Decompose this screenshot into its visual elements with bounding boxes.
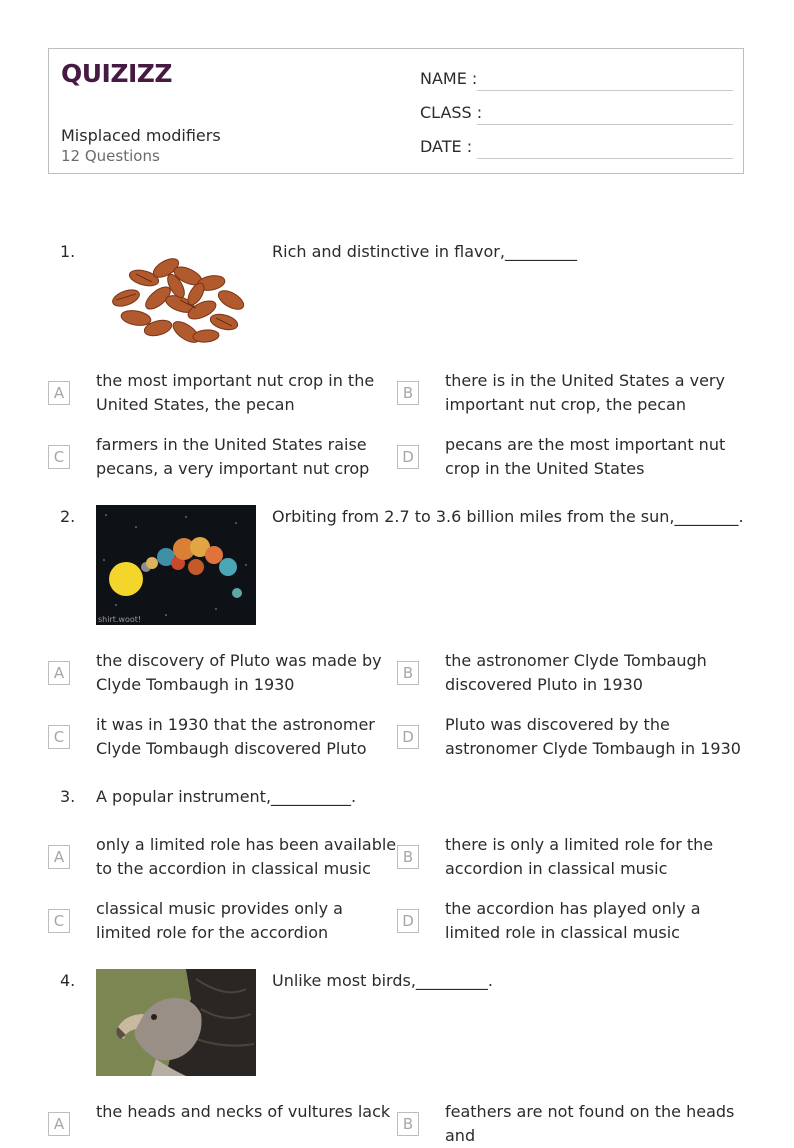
option-a-box[interactable]: A <box>48 661 70 685</box>
option-c-box[interactable]: C <box>48 445 70 469</box>
pecans-image <box>96 238 256 348</box>
question-number: 2. <box>60 507 76 526</box>
date-label: DATE : <box>420 137 473 156</box>
option-d-text: the accordion has played only a limited role in classical music <box>445 899 701 942</box>
question-number: 1. <box>60 242 76 261</box>
option-a-box[interactable]: A <box>48 845 70 869</box>
option-c-text: classical music provides only a limited role for the accordion <box>96 899 343 942</box>
option-d-text: pecans are the most important nut crop in the United States <box>445 435 726 478</box>
option-a-text: only a limited role has been available to the accordion in classical music <box>96 835 397 878</box>
option-a-text: the discovery of Pluto was made by Clyde Tombaugh in 1930 <box>96 651 382 694</box>
option-a-box[interactable]: A <box>48 381 70 405</box>
question-text: Rich and distinctive in flavor,_________ <box>272 242 577 261</box>
option-b-box[interactable]: B <box>397 1112 419 1136</box>
planets-image <box>96 505 256 625</box>
name-line <box>477 90 733 91</box>
vulture-image <box>96 969 256 1076</box>
option-d-box[interactable]: D <box>397 445 419 469</box>
date-line <box>477 158 733 159</box>
question-count: 12 Questions <box>61 147 160 165</box>
option-b-text: there is only a limited role for the accordion in classical music <box>445 835 714 878</box>
name-label: NAME : <box>420 69 478 88</box>
class-label: CLASS : <box>420 103 483 122</box>
option-c-box[interactable]: C <box>48 909 70 933</box>
image-caption: shirt.woot! <box>98 615 142 624</box>
option-b-box[interactable]: B <box>397 845 419 869</box>
worksheet-header <box>48 48 744 174</box>
class-line <box>477 124 733 125</box>
option-a-text: the most important nut crop in the United States, the pecan <box>96 371 375 414</box>
worksheet-title: Misplaced modifiers <box>61 126 221 145</box>
option-b-text: feathers are not found on the heads and <box>445 1102 735 1145</box>
option-d-box[interactable]: D <box>397 909 419 933</box>
class-field[interactable] <box>420 103 482 122</box>
option-b-text: the astronomer Clyde Tombaugh discovered Pluto in 1930 <box>445 651 707 694</box>
question-text: Unlike most birds,_________. <box>272 971 493 990</box>
question-text: A popular instrument,__________. <box>96 787 357 806</box>
name-field[interactable] <box>420 69 477 88</box>
option-c-box[interactable]: C <box>48 725 70 749</box>
option-b-text: there is in the United States a very important nut crop, the pecan <box>445 371 725 414</box>
date-field[interactable] <box>420 137 472 156</box>
option-d-box[interactable]: D <box>397 725 419 749</box>
quizizz-logo: QUIZIZZ <box>61 59 173 88</box>
option-b-box[interactable]: B <box>397 661 419 685</box>
question-text: Orbiting from 2.7 to 3.6 billion miles from the sun,________. <box>272 507 744 526</box>
option-b-box[interactable]: B <box>397 381 419 405</box>
question-number: 3. <box>60 787 76 806</box>
option-a-box[interactable]: A <box>48 1112 70 1136</box>
option-c-text: it was in 1930 that the astronomer Clyde Tombaugh discovered Pluto <box>96 715 375 758</box>
question-number: 4. <box>60 971 76 990</box>
option-d-text: Pluto was discovered by the astronomer Clyde Tombaugh in 1930 <box>445 715 741 758</box>
option-a-text: the heads and necks of vultures lack <box>96 1102 391 1121</box>
option-c-text: farmers in the United States raise pecans, a very important nut crop <box>96 435 370 478</box>
